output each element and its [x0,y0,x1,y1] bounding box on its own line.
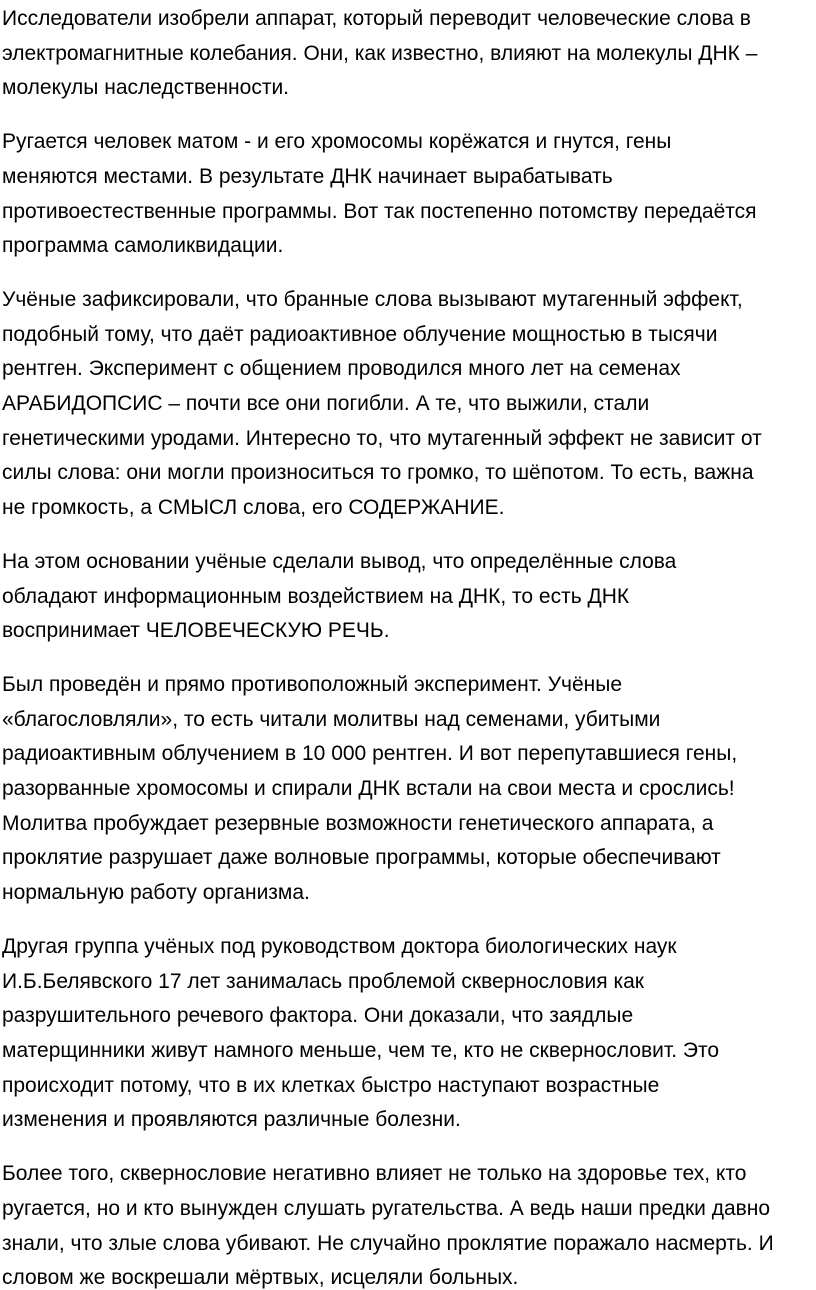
text-line: обладают информационным воздействием на ДНК, то есть ДНК [2,584,630,608]
paragraph-4 [2,545,816,649]
text-line: разрушительного речевого фактора. Они доказали, что заядлые [2,1004,634,1028]
paragraph-3 [2,283,816,526]
paragraph-5 [2,668,816,911]
paragraph-6 [2,930,816,1138]
text-line: АРАБИДОПСИС – почти все они погибли. А те, что выжили, стали [2,392,650,416]
text-line: радиоактивным облучением в 10 000 рентген. И вот перепутавшиеся гены, [2,742,738,766]
text-line: словом же воскрешали мёртвых, исцеляли больных. [2,1266,519,1290]
text-line: ругается, но и кто вынужден слушать ругательства. А ведь наши предки давно [2,1196,771,1220]
text-line: силы слова: они могли произноситься то громко, то шёпотом. То есть, важна [2,461,754,485]
text-line: Более того, сквернословие негативно влияет не только на здоровье тех, кто [2,1162,747,1186]
text-line: меняются местами. В результате ДНК начинает вырабатывать [2,164,613,188]
paragraph-2 [2,125,816,264]
text-line: «благословляли», то есть читали молитвы над семенами, убитыми [2,707,661,731]
text-line: матерщинники живут намного меньше, чем те, кто не сквернословит. Это [2,1038,720,1062]
text-line: молекулы наследственности. [2,76,290,100]
text-line: Другая группа учёных под руководством доктора биологических наук [2,934,677,958]
paragraph-1 [2,2,816,106]
text-line: рентген. Эксперимент с общением проводился много лет на семенах [2,357,681,381]
text-line: проклятие разрушает даже волновые программы, которые обеспечивают [2,846,721,870]
text-line: знали, что злые слова убивают. Не случайно проклятие поражало насмерть. И [2,1231,774,1255]
text-line: генетическими уродами. Интересно то, что мутагенный эффект не зависит от [2,426,762,450]
text-line: противоестественные программы. Вот так постепенно потомству передаётся [2,199,757,223]
text-line: происходит потому, что в их клетках быстро наступают возрастные [2,1073,660,1097]
text-line: нормальную работу организма. [2,881,310,905]
text-line: воспринимает ЧЕЛОВЕЧЕСКУЮ РЕЧЬ. [2,619,390,643]
text-line: Ругается человек матом - и его хромосомы корёжатся и гнутся, гены [2,130,672,154]
text-line: не громкость, а СМЫСЛ слова, его СОДЕРЖАНИЕ. [2,496,505,520]
text-line: изменения и проявляются различные болезни. [2,1108,461,1132]
text-line: И.Б.Белявского 17 лет занималась проблемой сквернословия как [2,969,644,993]
text-line: Молитва пробуждает резервные возможности генетического аппарата, а [2,811,714,835]
text-line: На этом основании учёные сделали вывод, что определённые слова [2,549,677,573]
text-line: программа самоликвидации. [2,234,284,258]
text-line: электромагнитные колебания. Они, как известно, влияют на молекулы ДНК – [2,41,758,65]
text-line: разорванные хромосомы и спирали ДНК встали на свои места и срослись! [2,777,735,801]
text-line: Учёные зафиксировали, что бранные слова вызывают мутагенный эффект, [2,287,743,311]
text-line: подобный тому, что даёт радиоактивное облучение мощностью в тысячи [2,322,718,346]
text-line: Исследователи изобрели аппарат, который переводит человеческие слова в [2,7,751,30]
paragraph-7 [2,1157,816,1290]
text-line: Был проведён и прямо противоположный эксперимент. Учёные [2,672,623,696]
